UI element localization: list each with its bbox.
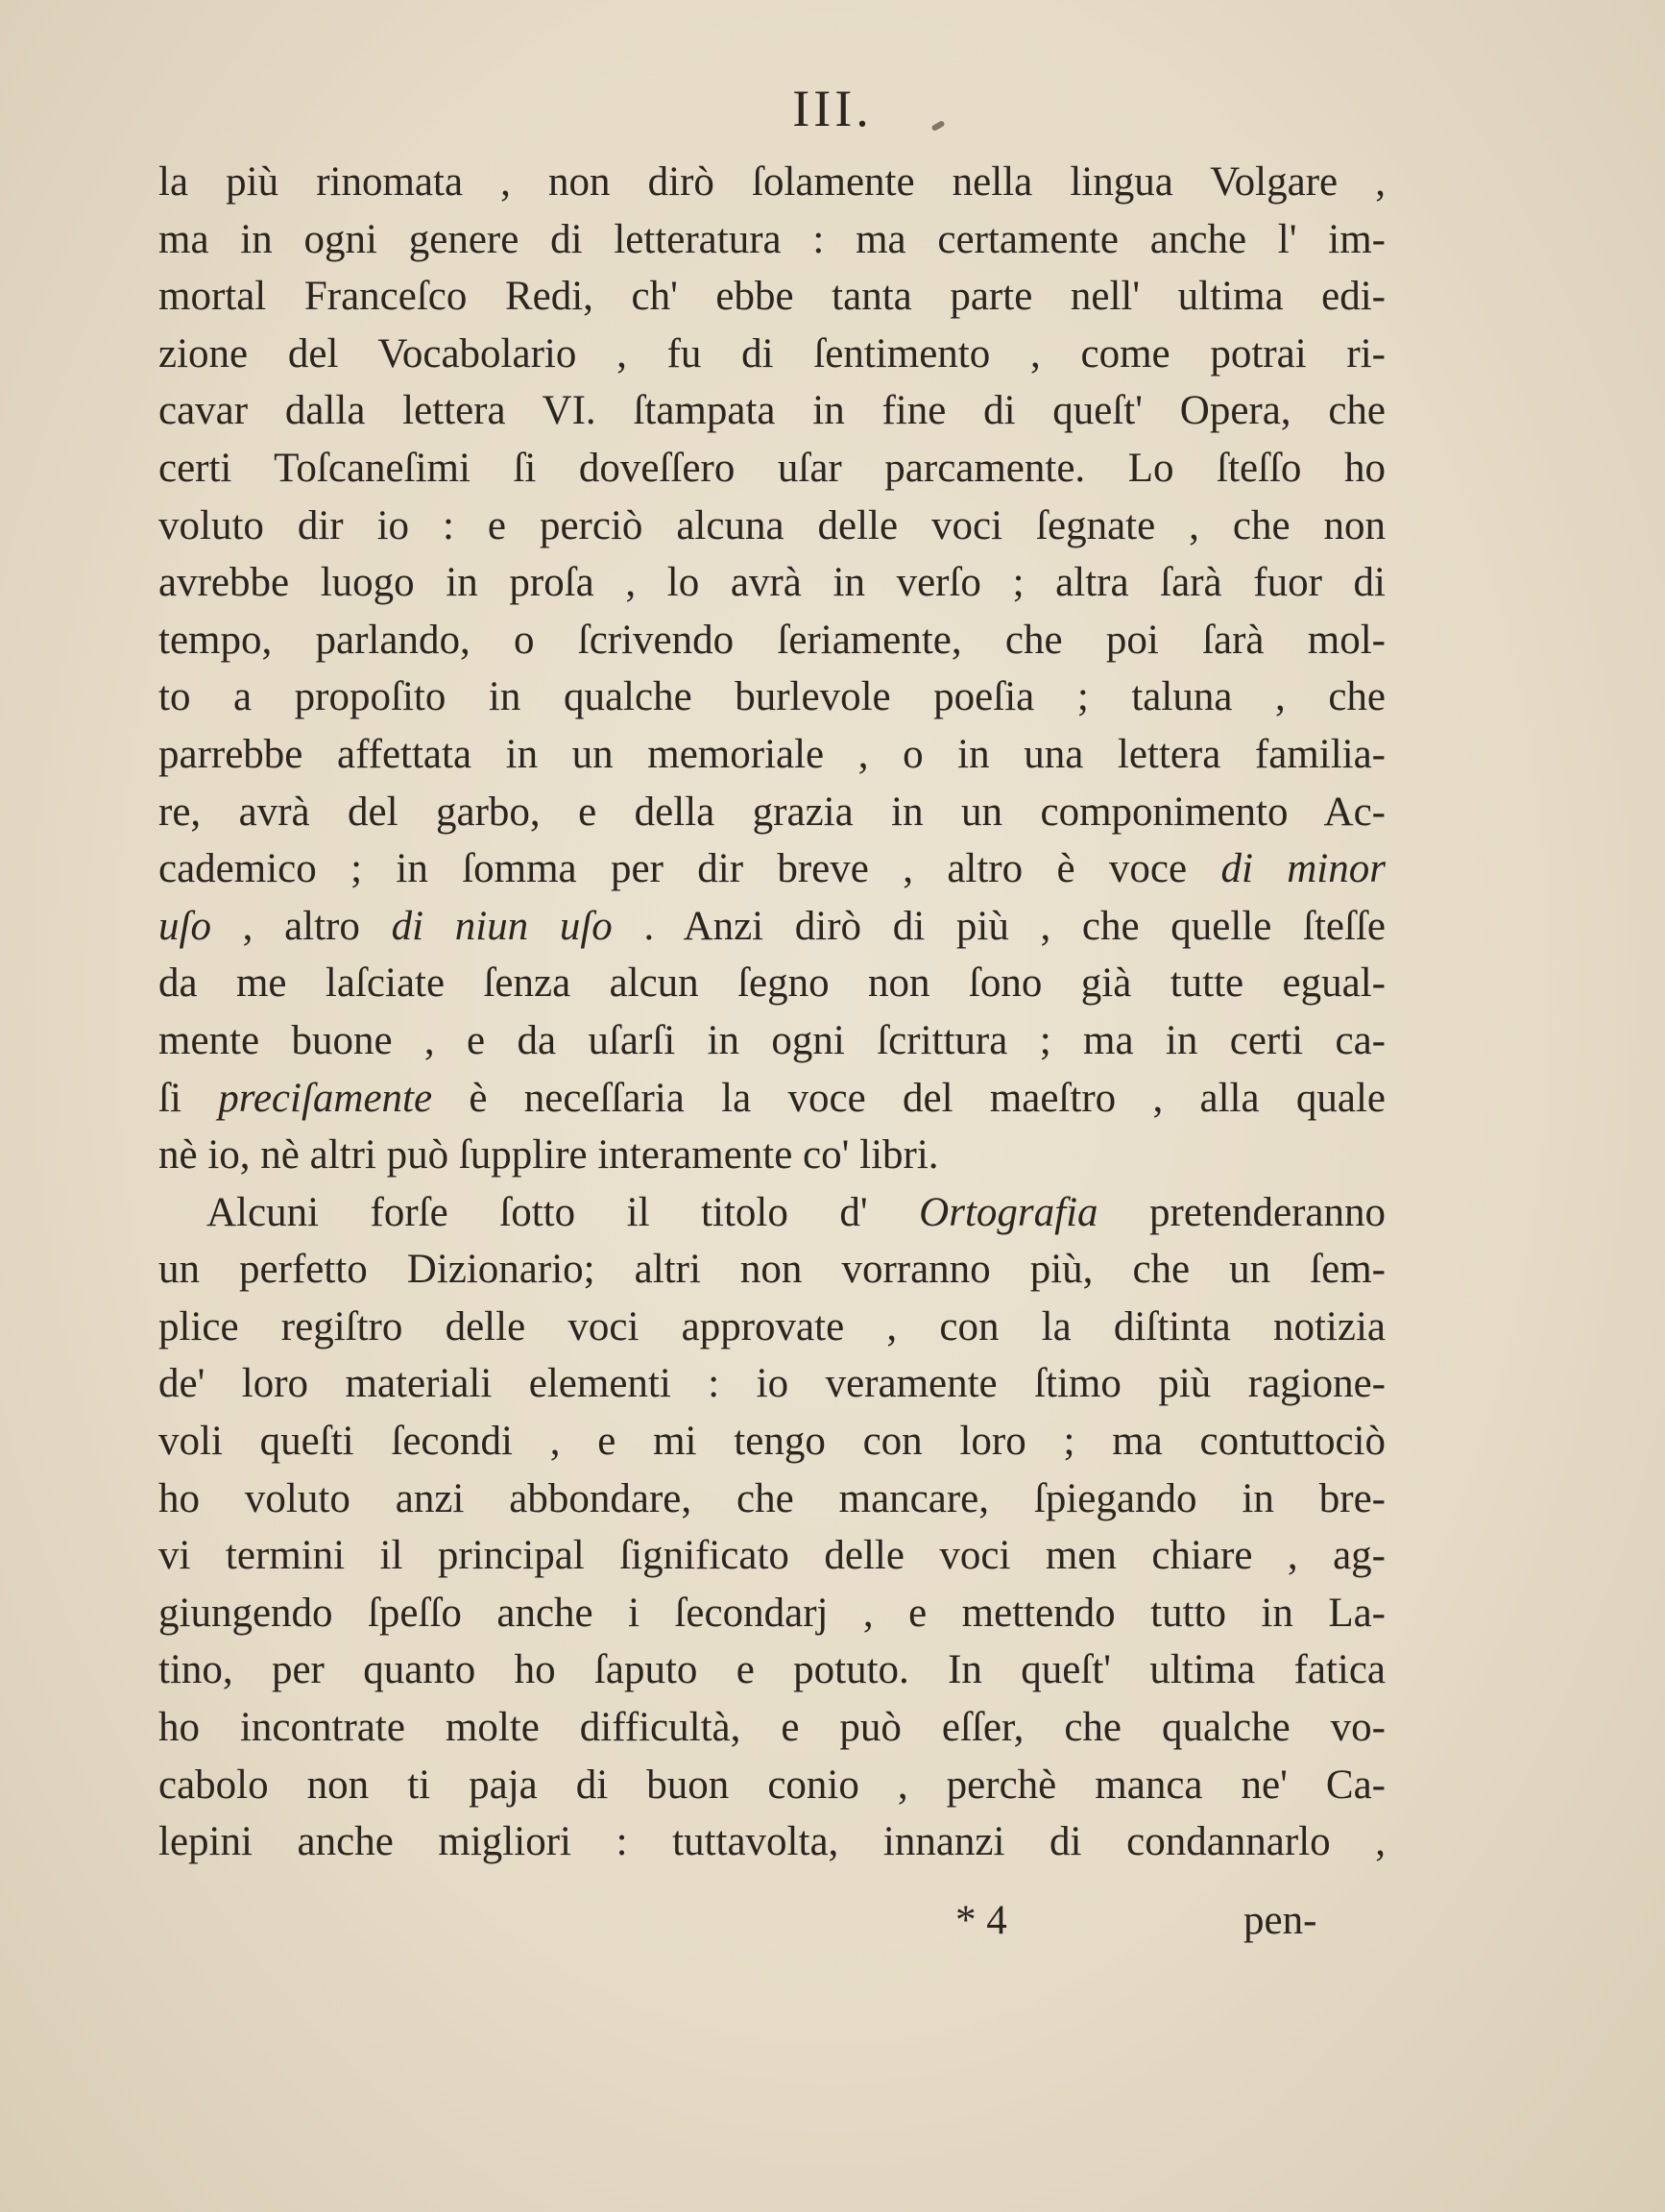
page-body-text — [158, 154, 1386, 1871]
text-segment: tempo, parlando, o ſcrivendo ſeriamente, che poi ſarà mol- — [158, 617, 1386, 663]
text-line — [158, 1471, 1386, 1528]
text-segment: avrebbe luogo in proſa , lo avrà in verſo ; altra ſarà fuor di — [158, 560, 1386, 606]
text-segment: ſi — [158, 1075, 219, 1121]
text-segment: vi termini il principal ſignificato delle voci men chiare , ag- — [158, 1533, 1386, 1579]
text-line — [158, 840, 1386, 898]
text-line — [158, 1012, 1386, 1070]
page-footer — [158, 1897, 1386, 1955]
text-segment: zione del Vocabolario , fu di ſentimento , come potrai ri- — [158, 330, 1386, 377]
italic-text: di minor — [1220, 846, 1386, 892]
text-segment: voli queſti ſecondi , e mi tengo con loro ; ma contuttociò — [158, 1419, 1386, 1465]
text-line — [158, 1699, 1386, 1757]
text-segment: . Anzi dirò di più , che quelle ſteſſe — [612, 903, 1386, 949]
text-line — [158, 668, 1386, 726]
text-segment: certi Toſcaneſimi ſi doveſſero uſar parcamente. Lo ſteſſo ho — [158, 445, 1386, 491]
text-line — [158, 1299, 1386, 1356]
text-line — [158, 1641, 1386, 1699]
text-line — [158, 498, 1386, 555]
text-segment: cavar dalla lettera VI. ſtampata in fine di queſt' Opera, che — [158, 388, 1386, 434]
italic-text: di niun uſo — [391, 903, 613, 949]
text-segment: parrebbe affettata in un memoriale , o in una lettera familia- — [158, 731, 1386, 777]
text-segment: ho voluto anzi abbondare, che mancare, ſpiegando in bre- — [158, 1475, 1386, 1521]
text-segment: tino, per quanto ho ſaputo e potuto. In queſt' ultima fatica — [158, 1647, 1386, 1693]
text-segment: un perfetto Dizionario; altri non vorranno più, che un ſem- — [158, 1247, 1386, 1293]
text-line — [158, 554, 1386, 612]
text-line — [158, 326, 1386, 383]
italic-text: uſo — [158, 903, 211, 949]
text-line — [158, 268, 1386, 326]
text-segment: , altro — [210, 903, 392, 949]
text-segment: Alcuni forſe ſotto il titolo d' — [206, 1189, 920, 1235]
text-line — [158, 211, 1386, 269]
text-line — [158, 1070, 1386, 1128]
text-segment: lepini anche migliori : tuttavolta, innanzi di condannarlo , — [158, 1819, 1386, 1865]
signature-mark: * 4 — [955, 1898, 1007, 1943]
text-segment: re, avrà del garbo, e della grazia in un componimento Ac- — [158, 789, 1386, 835]
text-line — [158, 955, 1386, 1012]
text-line — [158, 898, 1386, 956]
text-segment: è neceſſaria la voce del maeſtro , alla quale — [432, 1075, 1386, 1121]
text-line — [158, 1813, 1386, 1871]
text-line — [158, 612, 1386, 669]
text-line — [158, 154, 1386, 211]
text-segment: ho incontrate molte difficultà, e può eſſer, che qualche vo- — [158, 1705, 1386, 1751]
text-line — [158, 1757, 1386, 1814]
text-line — [158, 382, 1386, 440]
text-line — [158, 1241, 1386, 1299]
italic-text: preciſamente — [218, 1075, 433, 1121]
text-line — [158, 784, 1386, 841]
text-segment: plice regiſtro delle voci approvate , con la diſtinta notizia — [158, 1303, 1386, 1349]
text-segment: de' loro materiali elementi : io veramente ſtimo più ragione- — [158, 1361, 1386, 1407]
text-line — [158, 1585, 1386, 1642]
running-head: III. — [792, 80, 873, 137]
text-line — [158, 1355, 1386, 1413]
italic-text: Ortografia — [919, 1189, 1098, 1235]
text-segment: pretenderanno — [1098, 1189, 1386, 1235]
text-line — [158, 1527, 1386, 1585]
text-line — [158, 440, 1386, 498]
text-segment: to a propoſito in qualche burlevole poeſia ; taluna , che — [158, 674, 1386, 720]
text-segment: mente buone , e da uſarſi in ogni ſcrittura ; ma in certi ca- — [158, 1017, 1386, 1063]
text-segment: ma in ogni genere di letteratura : ma certamente anche l' im- — [158, 216, 1386, 262]
text-line — [158, 726, 1386, 784]
text-segment: nè io, nè altri può ſupplire interamente co' libri. — [158, 1132, 939, 1179]
text-line — [158, 1184, 1386, 1242]
text-line — [158, 1413, 1386, 1471]
text-segment: da me laſciate ſenza alcun ſegno non ſono già tutte egual- — [158, 960, 1386, 1007]
text-line — [158, 1127, 1386, 1184]
text-segment: giungendo ſpeſſo anche i ſecondarj , e mettendo tutto in La- — [158, 1590, 1386, 1636]
text-segment: voluto dir io : e perciò alcuna delle voci ſegnate , che non — [158, 502, 1386, 548]
text-segment: cabolo non ti paja di buon conio , perchè manca ne' Ca- — [158, 1762, 1386, 1808]
text-segment: mortal Franceſco Redi, ch' ebbe tanta parte nell' ultima edi- — [158, 274, 1386, 320]
text-segment: la più rinomata , non dirò ſolamente nella lingua Volgare , — [158, 159, 1386, 205]
catchword: pen- — [1243, 1898, 1317, 1943]
text-segment: cademico ; in ſomma per dir breve , altro è voce — [158, 846, 1221, 892]
